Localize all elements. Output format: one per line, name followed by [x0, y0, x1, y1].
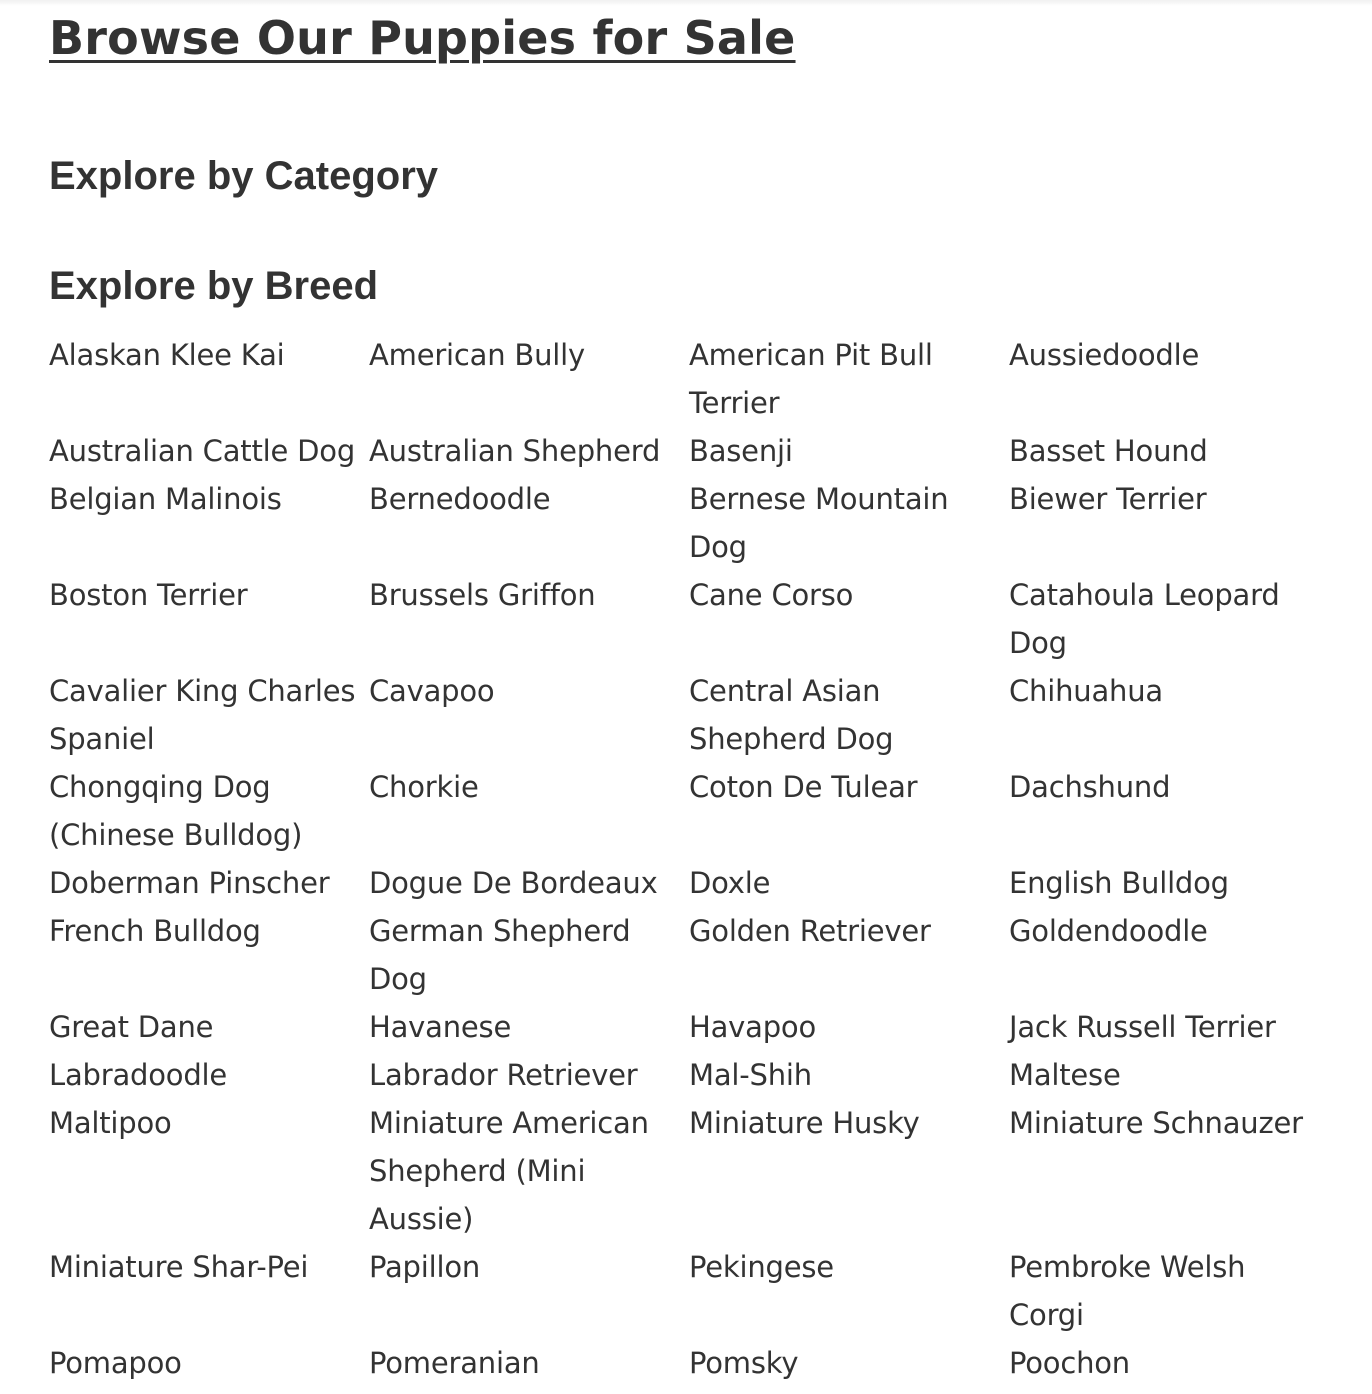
breed-link[interactable]: Great Dane	[49, 1010, 214, 1044]
breed-link[interactable]: Bernedoodle	[369, 482, 551, 516]
breed-item	[369, 1099, 689, 1243]
breed-item	[689, 1243, 1009, 1339]
breed-link[interactable]: French Bulldog	[49, 914, 261, 948]
breed-link[interactable]: Catahoula Leopard Dog	[1009, 578, 1280, 660]
breed-link[interactable]: Boston Terrier	[49, 578, 248, 612]
breed-item	[1009, 1099, 1329, 1243]
breed-link[interactable]: Miniature Schnauzer	[1009, 1106, 1303, 1140]
breed-item	[689, 571, 1009, 667]
breed-item	[689, 1003, 1009, 1051]
breed-item	[689, 1051, 1009, 1099]
breed-item	[689, 1339, 1009, 1387]
breed-link[interactable]: Dachshund	[1009, 770, 1171, 804]
breed-item	[369, 1339, 689, 1387]
breed-heading: Explore by Breed	[49, 264, 379, 308]
breed-item	[689, 907, 1009, 1003]
breed-link[interactable]: Pomapoo	[49, 1346, 182, 1380]
breed-link[interactable]: Golden Retriever	[689, 914, 931, 948]
breed-link[interactable]: American Bully	[369, 338, 585, 372]
breed-link[interactable]: American Pit Bull Terrier	[689, 338, 933, 420]
breed-item	[689, 763, 1009, 859]
breed-link[interactable]: Maltese	[1009, 1058, 1121, 1092]
breed-link[interactable]: Central Asian Shepherd Dog	[689, 674, 894, 756]
breed-item	[689, 859, 1009, 907]
breed-item	[1009, 1339, 1329, 1387]
breed-link[interactable]: Australian Cattle Dog	[49, 434, 356, 468]
breed-link[interactable]: Mal-Shih	[689, 1058, 812, 1092]
breed-link[interactable]: Miniature Shar-Pei	[49, 1250, 309, 1284]
page-content	[49, 0, 1339, 1380]
breed-link[interactable]: Pomeranian	[369, 1346, 540, 1380]
category-heading: Explore by Category	[49, 154, 439, 198]
breed-link[interactable]: Brussels Griffon	[369, 578, 596, 612]
breed-link[interactable]: Dogue De Bordeaux	[369, 866, 658, 900]
breed-link[interactable]: Doxle	[689, 866, 771, 900]
breed-link[interactable]: Maltipoo	[49, 1106, 172, 1140]
breed-item	[49, 427, 369, 475]
breed-item	[369, 427, 689, 475]
breed-item	[369, 859, 689, 907]
breed-link[interactable]: Labradoodle	[49, 1058, 228, 1092]
page-title-link[interactable]: Browse Our Puppies for Sale	[49, 11, 796, 65]
breed-item	[689, 1099, 1009, 1243]
breed-item	[1009, 763, 1329, 859]
breed-item	[369, 331, 689, 427]
breed-link[interactable]: Aussiedoodle	[1009, 338, 1200, 372]
breed-link[interactable]: Pomsky	[689, 1346, 799, 1380]
breed-link[interactable]: Miniature American Shepherd (Mini Aussie)	[369, 1106, 649, 1236]
breed-item	[1009, 571, 1329, 667]
breed-link[interactable]: Belgian Malinois	[49, 482, 282, 516]
breed-item	[689, 475, 1009, 571]
breed-link[interactable]: German Shepherd Dog	[369, 914, 631, 996]
breed-item	[49, 907, 369, 1003]
breed-list	[49, 331, 1329, 1387]
breed-item	[1009, 427, 1329, 475]
breed-item	[49, 667, 369, 763]
breed-item	[1009, 331, 1329, 427]
breed-item	[369, 475, 689, 571]
breed-item	[49, 475, 369, 571]
breed-item	[1009, 1051, 1329, 1099]
breed-link[interactable]: Bernese Mountain Dog	[689, 482, 949, 564]
breed-item	[369, 1243, 689, 1339]
breed-link[interactable]: Basenji	[689, 434, 793, 468]
breed-item	[49, 331, 369, 427]
breed-link[interactable]: Havapoo	[689, 1010, 817, 1044]
breed-link[interactable]: Pekingese	[689, 1250, 834, 1284]
breed-item	[1009, 1003, 1329, 1051]
breed-item	[689, 667, 1009, 763]
breed-link[interactable]: Cavalier King Charles Spaniel	[49, 674, 356, 756]
breed-link[interactable]: Doberman Pinscher	[49, 866, 330, 900]
breed-item	[49, 1339, 369, 1387]
breed-item	[689, 427, 1009, 475]
breed-link[interactable]: Papillon	[369, 1250, 481, 1284]
breed-link[interactable]: Pembroke Welsh Corgi	[1009, 1250, 1246, 1332]
breed-item	[49, 763, 369, 859]
breed-item	[1009, 907, 1329, 1003]
breed-item	[49, 571, 369, 667]
breed-item	[369, 1003, 689, 1051]
breed-item	[369, 1051, 689, 1099]
page-title	[49, 0, 1339, 66]
breed-item	[1009, 859, 1329, 907]
breed-item	[369, 907, 689, 1003]
breed-link[interactable]: Biewer Terrier	[1009, 482, 1207, 516]
breed-link[interactable]: Chihuahua	[1009, 674, 1163, 708]
breed-item	[49, 1099, 369, 1243]
breed-item	[369, 571, 689, 667]
breed-item	[49, 859, 369, 907]
breed-link[interactable]: English Bulldog	[1009, 866, 1229, 900]
breed-item	[369, 667, 689, 763]
breed-link[interactable]: Chorkie	[369, 770, 479, 804]
breed-link[interactable]: Chongqing Dog (Chinese Bulldog)	[49, 770, 303, 852]
breed-item	[1009, 667, 1329, 763]
breed-link[interactable]: Poochon	[1009, 1346, 1130, 1380]
breed-link[interactable]: Goldendoodle	[1009, 914, 1208, 948]
breed-link[interactable]: Coton De Tulear	[689, 770, 918, 804]
breed-link[interactable]: Jack Russell Terrier	[1009, 1010, 1276, 1044]
breed-item	[369, 763, 689, 859]
breed-link[interactable]: Australian Shepherd	[369, 434, 661, 468]
breed-link[interactable]: Cavapoo	[369, 674, 495, 708]
breed-link[interactable]: Havanese	[369, 1010, 512, 1044]
breed-item	[49, 1051, 369, 1099]
breed-link[interactable]: Basset Hound	[1009, 434, 1208, 468]
breed-link[interactable]: Labrador Retriever	[369, 1058, 638, 1092]
breed-link[interactable]: Miniature Husky	[689, 1106, 920, 1140]
breed-item	[1009, 1243, 1329, 1339]
breed-item	[689, 331, 1009, 427]
breed-item	[1009, 475, 1329, 571]
breed-link[interactable]: Alaskan Klee Kai	[49, 338, 285, 372]
breed-item	[49, 1243, 369, 1339]
breed-item	[49, 1003, 369, 1051]
breed-link[interactable]: Cane Corso	[689, 578, 854, 612]
